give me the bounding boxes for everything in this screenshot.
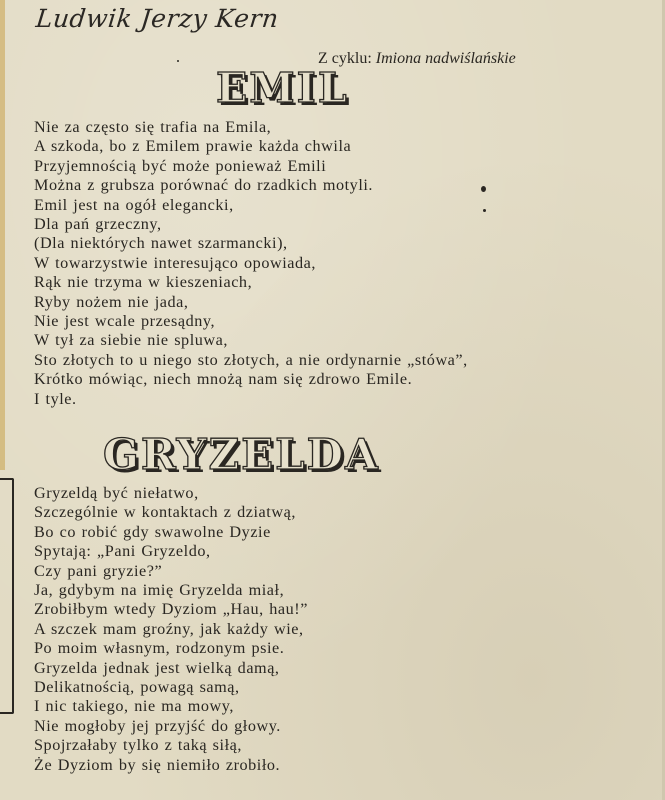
verse-line: Bo co robić gdy swawolne Dyzie bbox=[34, 522, 271, 541]
ink-speck bbox=[483, 209, 486, 212]
verse-line: Spojrzałaby tylko z taką siłą, bbox=[34, 736, 242, 755]
verse-line: I nic takiego, nie ma mowy, bbox=[34, 697, 234, 716]
verse-line: Nie jest wcale przesądny, bbox=[34, 312, 216, 331]
verse-line: Można z grubsza porównać do rzadkich motyli. bbox=[34, 176, 374, 195]
ink-speck bbox=[481, 186, 486, 192]
poem-verse-emil bbox=[34, 118, 468, 409]
verse-line: Emil jest na ogół elegancki, bbox=[34, 195, 234, 214]
verse-line: Spytają: „Pani Gryzeldo, bbox=[34, 542, 211, 561]
verse-line: Przyjemnością być może ponieważ Emili bbox=[34, 156, 327, 175]
verse-line: Sto złotych to u niego sto złotych, a nie ordynarnie „stówa”, bbox=[34, 350, 468, 369]
verse-line: Gryzeldą być niełatwo, bbox=[34, 484, 199, 502]
verse-line: Szczególnie w kontaktach z dziatwą, bbox=[34, 503, 296, 522]
verse-line: Po moim własnym, rodzonym psie. bbox=[34, 639, 285, 658]
verse-line: A szkoda, bo z Emilem prawie każda chwila bbox=[34, 137, 352, 156]
margin-bracket bbox=[0, 478, 14, 714]
verse-line: I tyle. bbox=[34, 389, 77, 408]
author-signature: Ludwik Jerzy Kern bbox=[34, 4, 281, 33]
cycle-title: Imiona nadwiślańskie bbox=[375, 50, 516, 67]
verse-line: Zrobiłbym wtedy Dyziom „Hau, hau!” bbox=[34, 600, 308, 619]
verse-line: Delikatnością, powagą samą, bbox=[34, 678, 240, 697]
verse-line: W tył za siebie nie spluwa, bbox=[34, 331, 228, 350]
verse-line: Krótko mówiąc, niech mnożą nam się zdrowo Emile. bbox=[34, 370, 413, 389]
verse-line: Że Dyziom by się niemiło zrobiło. bbox=[34, 755, 281, 774]
ink-speck bbox=[177, 60, 179, 62]
poem-title-emil: EMIL bbox=[216, 64, 349, 112]
verse-line: Czy pani gryzie?” bbox=[34, 561, 163, 580]
verse-line: A szczek mam groźny, jak każdy wie, bbox=[34, 619, 304, 638]
verse-line: Nie mogłoby jej przyjść do głowy. bbox=[34, 716, 281, 735]
verse-line: W towarzystwie interesująco opowiada, bbox=[34, 253, 316, 272]
verse-line: Nie za często się trafia na Emila, bbox=[34, 118, 272, 136]
verse-line: Ryby nożem nie jada, bbox=[34, 292, 189, 311]
poem-title-gryzelda: GRYZELDA bbox=[103, 430, 380, 479]
verse-line: Dla pań grzeczny, bbox=[34, 215, 162, 234]
poem-verse-gryzelda bbox=[34, 484, 308, 775]
verse-line: Gryzelda jednak jest wielką damą, bbox=[34, 658, 280, 677]
verse-line: Rąk nie trzyma w kieszeniach, bbox=[34, 273, 253, 292]
cycle-prefix: Z cyklu: bbox=[318, 50, 372, 67]
verse-line: Ja, gdybym na imię Gryzelda miał, bbox=[34, 581, 285, 600]
verse-line: (Dla niektórych nawet szarmancki), bbox=[34, 234, 288, 253]
left-edge-stripe bbox=[0, 0, 5, 470]
